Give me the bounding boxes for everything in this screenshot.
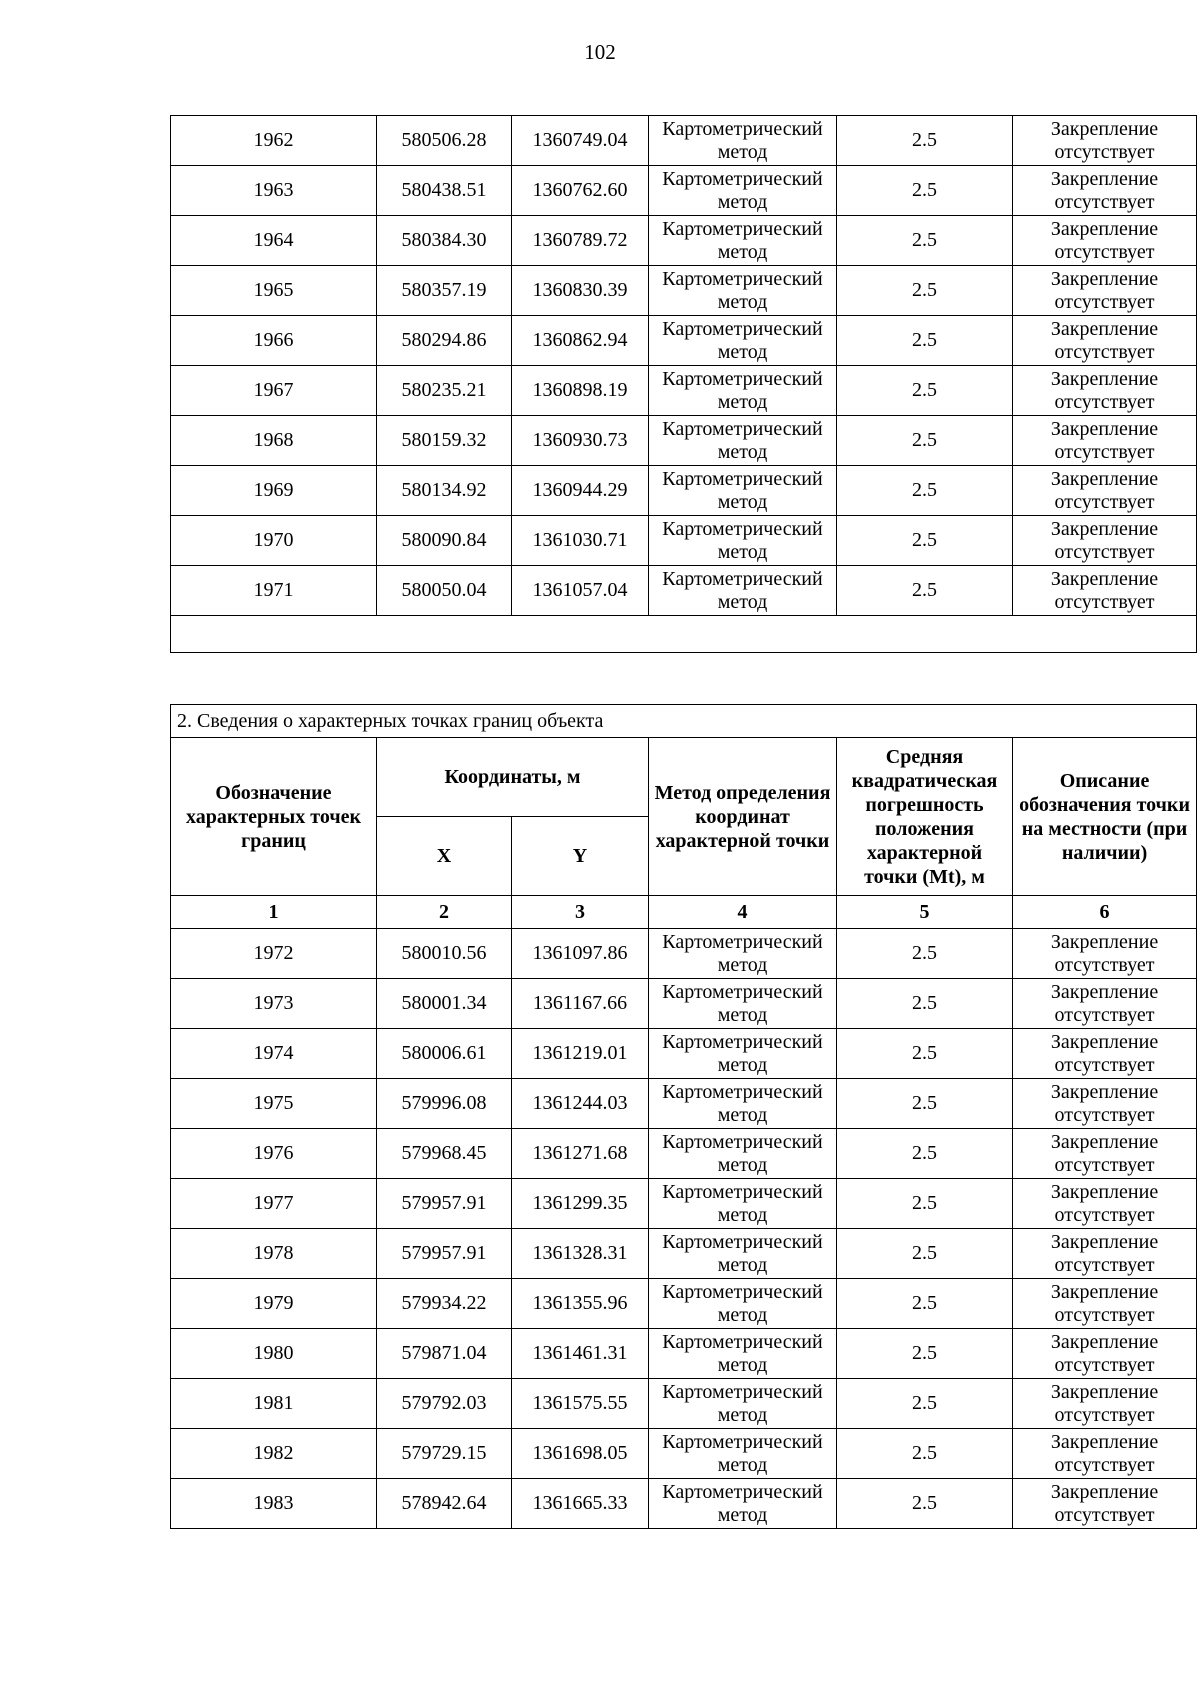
table-row (171, 116, 1197, 166)
table-row (171, 1279, 1197, 1329)
method-cell: Картометрический метод (649, 416, 837, 466)
table-row (171, 1329, 1197, 1379)
point-number-cell: 1979 (171, 1279, 377, 1329)
mean-error-cell: 2.5 (837, 1479, 1013, 1529)
mean-error-cell: 2.5 (837, 166, 1013, 216)
table-row (171, 316, 1197, 366)
point-number-cell: 1967 (171, 366, 377, 416)
x-coordinate-cell: 580010.56 (377, 929, 512, 979)
mean-error-cell: 2.5 (837, 979, 1013, 1029)
page-number: 102 (584, 40, 616, 64)
point-number-cell: 1977 (171, 1179, 377, 1229)
point-number-cell: 1980 (171, 1329, 377, 1379)
x-coordinate-cell: 579957.91 (377, 1229, 512, 1279)
method-cell: Картометрический метод (649, 516, 837, 566)
method-cell: Картометрический метод (649, 1029, 837, 1079)
mean-error-cell: 2.5 (837, 1029, 1013, 1079)
mean-error-cell: 2.5 (837, 116, 1013, 166)
description-cell: Закрепление отсутствует (1013, 266, 1197, 316)
y-coordinate-cell: 1360749.04 (512, 116, 649, 166)
x-coordinate-cell: 579996.08 (377, 1079, 512, 1129)
table-row (171, 166, 1197, 216)
point-number-cell: 1971 (171, 566, 377, 616)
x-coordinate-cell: 580006.61 (377, 1029, 512, 1079)
column-number: 2 (377, 896, 512, 929)
column-numbers-row (171, 896, 1197, 929)
header-coordinates: Координаты, м (377, 738, 649, 817)
point-number-cell: 1968 (171, 416, 377, 466)
x-coordinate-cell: 580159.32 (377, 416, 512, 466)
column-number: 6 (1013, 896, 1197, 929)
y-coordinate-cell: 1361167.66 (512, 979, 649, 1029)
method-cell: Картометрический метод (649, 166, 837, 216)
point-number-cell: 1964 (171, 216, 377, 266)
mean-error-cell: 2.5 (837, 266, 1013, 316)
y-coordinate-cell: 1361271.68 (512, 1129, 649, 1179)
header-y: Y (512, 817, 649, 896)
mean-error-cell: 2.5 (837, 929, 1013, 979)
y-coordinate-cell: 1361057.04 (512, 566, 649, 616)
table-row (171, 1179, 1197, 1229)
table-row (171, 466, 1197, 516)
point-number-cell: 1965 (171, 266, 377, 316)
y-coordinate-cell: 1360898.19 (512, 366, 649, 416)
x-coordinate-cell: 579934.22 (377, 1279, 512, 1329)
mean-error-cell: 2.5 (837, 1079, 1013, 1129)
description-cell: Закрепление отсутствует (1013, 1229, 1197, 1279)
y-coordinate-cell: 1360930.73 (512, 416, 649, 466)
point-number-cell: 1978 (171, 1229, 377, 1279)
description-cell: Закрепление отсутствует (1013, 929, 1197, 979)
point-number-cell: 1975 (171, 1079, 377, 1129)
x-coordinate-cell: 579957.91 (377, 1179, 512, 1229)
description-cell: Закрепление отсутствует (1013, 1079, 1197, 1129)
method-cell: Картометрический метод (649, 1279, 837, 1329)
description-cell: Закрепление отсутствует (1013, 566, 1197, 616)
x-coordinate-cell: 580294.86 (377, 316, 512, 366)
method-cell: Картометрический метод (649, 979, 837, 1029)
description-cell: Закрепление отсутствует (1013, 1379, 1197, 1429)
header-point-designation: Обозначение характерных точек границ (171, 738, 377, 896)
y-coordinate-cell: 1361328.31 (512, 1229, 649, 1279)
x-coordinate-cell: 580506.28 (377, 116, 512, 166)
point-number-cell: 1963 (171, 166, 377, 216)
x-coordinate-cell: 580001.34 (377, 979, 512, 1029)
point-number-cell: 1969 (171, 466, 377, 516)
description-cell: Закрепление отсутствует (1013, 1179, 1197, 1229)
mean-error-cell: 2.5 (837, 416, 1013, 466)
description-cell: Закрепление отсутствует (1013, 116, 1197, 166)
point-number-cell: 1983 (171, 1479, 377, 1529)
mean-error-cell: 2.5 (837, 1129, 1013, 1179)
table-row (171, 1129, 1197, 1179)
x-coordinate-cell: 579729.15 (377, 1429, 512, 1479)
column-number: 5 (837, 896, 1013, 929)
table-row (171, 416, 1197, 466)
point-number-cell: 1962 (171, 116, 377, 166)
x-coordinate-cell: 580438.51 (377, 166, 512, 216)
y-coordinate-cell: 1360944.29 (512, 466, 649, 516)
empty-cell (171, 616, 1197, 653)
empty-row (171, 616, 1197, 653)
description-cell: Закрепление отсутствует (1013, 1279, 1197, 1329)
y-coordinate-cell: 1360789.72 (512, 216, 649, 266)
mean-error-cell: 2.5 (837, 516, 1013, 566)
method-cell: Картометрический метод (649, 316, 837, 366)
method-cell: Картометрический метод (649, 566, 837, 616)
method-cell: Картометрический метод (649, 266, 837, 316)
method-cell: Картометрический метод (649, 1429, 837, 1479)
x-coordinate-cell: 579968.45 (377, 1129, 512, 1179)
y-coordinate-cell: 1361575.55 (512, 1379, 649, 1429)
y-coordinate-cell: 1361355.96 (512, 1279, 649, 1329)
method-cell: Картометрический метод (649, 1229, 837, 1279)
method-cell: Картометрический метод (649, 1179, 837, 1229)
method-cell: Картометрический метод (649, 1129, 837, 1179)
header-method: Метод определения координат характерной точки (649, 738, 837, 896)
point-number-cell: 1974 (171, 1029, 377, 1079)
y-coordinate-cell: 1360762.60 (512, 166, 649, 216)
y-coordinate-cell: 1361244.03 (512, 1079, 649, 1129)
x-coordinate-cell: 580235.21 (377, 366, 512, 416)
point-number-cell: 1972 (171, 929, 377, 979)
description-cell: Закрепление отсутствует (1013, 166, 1197, 216)
point-number-cell: 1976 (171, 1129, 377, 1179)
point-number-cell: 1982 (171, 1429, 377, 1479)
mean-error-cell: 2.5 (837, 1279, 1013, 1329)
table-title: 2. Сведения о характерных точках границ объекта (171, 705, 1197, 738)
x-coordinate-cell: 580090.84 (377, 516, 512, 566)
column-number: 1 (171, 896, 377, 929)
method-cell: Картометрический метод (649, 1329, 837, 1379)
table-2-body (171, 929, 1197, 1529)
mean-error-cell: 2.5 (837, 1379, 1013, 1429)
mean-error-cell: 2.5 (837, 466, 1013, 516)
description-cell: Закрепление отсутствует (1013, 516, 1197, 566)
description-cell: Закрепление отсутствует (1013, 1329, 1197, 1379)
point-number-cell: 1981 (171, 1379, 377, 1429)
x-coordinate-cell: 579871.04 (377, 1329, 512, 1379)
mean-error-cell: 2.5 (837, 1429, 1013, 1479)
table-1-body (171, 116, 1197, 616)
table-row (171, 566, 1197, 616)
description-cell: Закрепление отсутствует (1013, 1129, 1197, 1179)
y-coordinate-cell: 1361219.01 (512, 1029, 649, 1079)
column-number: 3 (512, 896, 649, 929)
column-number: 4 (649, 896, 837, 929)
x-coordinate-cell: 578942.64 (377, 1479, 512, 1529)
method-cell: Картометрический метод (649, 466, 837, 516)
description-cell: Закрепление отсутствует (1013, 366, 1197, 416)
y-coordinate-cell: 1361030.71 (512, 516, 649, 566)
header-description: Описание обозначения точки на местности (при наличии) (1013, 738, 1197, 896)
method-cell: Картометрический метод (649, 929, 837, 979)
y-coordinate-cell: 1360862.94 (512, 316, 649, 366)
description-cell: Закрепление отсутствует (1013, 1479, 1197, 1529)
method-cell: Картометрический метод (649, 1079, 837, 1129)
mean-error-cell: 2.5 (837, 566, 1013, 616)
description-cell: Закрепление отсутствует (1013, 1029, 1197, 1079)
method-cell: Картометрический метод (649, 1379, 837, 1429)
description-cell: Закрепление отсутствует (1013, 216, 1197, 266)
y-coordinate-cell: 1361698.05 (512, 1429, 649, 1479)
x-coordinate-cell: 579792.03 (377, 1379, 512, 1429)
mean-error-cell: 2.5 (837, 366, 1013, 416)
x-coordinate-cell: 580134.92 (377, 466, 512, 516)
mean-error-cell: 2.5 (837, 216, 1013, 266)
description-cell: Закрепление отсутствует (1013, 416, 1197, 466)
y-coordinate-cell: 1361097.86 (512, 929, 649, 979)
table-row (171, 366, 1197, 416)
table-row (171, 1229, 1197, 1279)
table-row (171, 266, 1197, 316)
header-x: X (377, 817, 512, 896)
table-row (171, 216, 1197, 266)
table-row (171, 929, 1197, 979)
header-mean-error: Средняя квадратическая погрешность положения характерной точки (Mt), м (837, 738, 1013, 896)
table-row (171, 1379, 1197, 1429)
description-cell: Закрепление отсутствует (1013, 316, 1197, 366)
x-coordinate-cell: 580384.30 (377, 216, 512, 266)
method-cell: Картометрический метод (649, 116, 837, 166)
y-coordinate-cell: 1361665.33 (512, 1479, 649, 1529)
boundary-points-table-continued (170, 115, 1197, 653)
description-cell: Закрепление отсутствует (1013, 466, 1197, 516)
mean-error-cell: 2.5 (837, 316, 1013, 366)
x-coordinate-cell: 580357.19 (377, 266, 512, 316)
boundary-points-table (170, 704, 1197, 1529)
y-coordinate-cell: 1361299.35 (512, 1179, 649, 1229)
description-cell: Закрепление отсутствует (1013, 1429, 1197, 1479)
method-cell: Картометрический метод (649, 216, 837, 266)
table-row (171, 1429, 1197, 1479)
table-row (171, 1079, 1197, 1129)
table-row (171, 1479, 1197, 1529)
point-number-cell: 1970 (171, 516, 377, 566)
description-cell: Закрепление отсутствует (1013, 979, 1197, 1029)
method-cell: Картометрический метод (649, 366, 837, 416)
x-coordinate-cell: 580050.04 (377, 566, 512, 616)
table-row (171, 1029, 1197, 1079)
method-cell: Картометрический метод (649, 1479, 837, 1529)
y-coordinate-cell: 1360830.39 (512, 266, 649, 316)
table-row (171, 516, 1197, 566)
point-number-cell: 1966 (171, 316, 377, 366)
mean-error-cell: 2.5 (837, 1179, 1013, 1229)
mean-error-cell: 2.5 (837, 1229, 1013, 1279)
mean-error-cell: 2.5 (837, 1329, 1013, 1379)
table-row (171, 979, 1197, 1029)
point-number-cell: 1973 (171, 979, 377, 1029)
y-coordinate-cell: 1361461.31 (512, 1329, 649, 1379)
